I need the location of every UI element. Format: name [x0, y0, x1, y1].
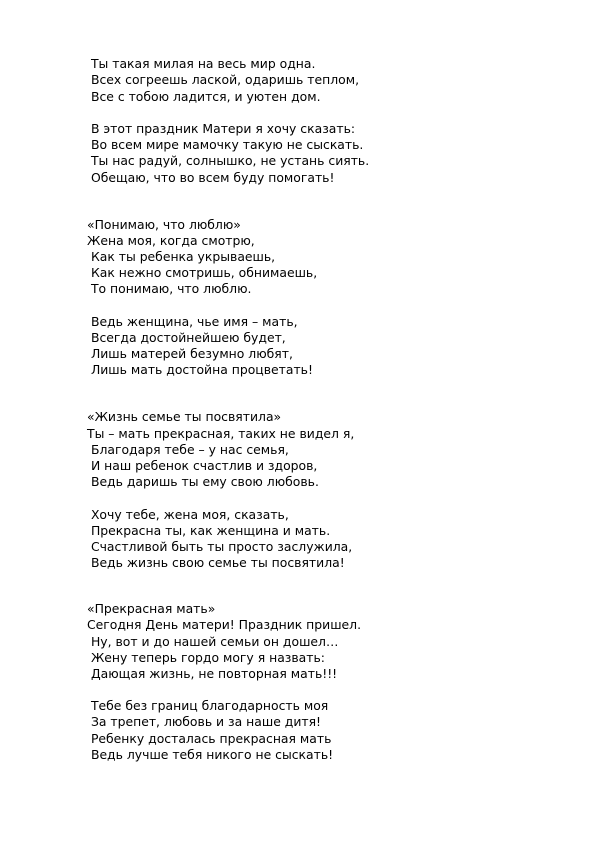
- poem-line: В этот праздник Матери я хочу сказать:: [87, 121, 356, 136]
- poem-line: Лишь матерей безумно любят,: [87, 346, 293, 361]
- poem-line: Ты нас радуй, солнышко, не устань сиять.: [87, 153, 370, 168]
- poem-line: Ведь женщина, чье имя – мать,: [87, 314, 298, 329]
- poem-line: То понимаю, что люблю.: [87, 281, 252, 296]
- poem-line: Всех согреешь лаской, одаришь теплом,: [87, 72, 360, 87]
- poem-line: Ведь даришь ты ему свою любовь.: [87, 474, 319, 489]
- poem-line: Лишь мать достойна процветать!: [87, 362, 313, 377]
- poem-line: Дающая жизнь, не повторная мать!!!: [87, 666, 338, 681]
- poem-line: Тебе без границ благодарность моя: [87, 698, 329, 713]
- poem-line: Ведь жизнь свою семье ты посвятила!: [87, 555, 345, 570]
- poem-line: Ну, вот и до нашей семьи он дошел…: [87, 634, 339, 649]
- poem-line: Прекрасна ты, как женщина и мать.: [87, 523, 331, 538]
- poem-title: «Понимаю, что люблю»: [87, 217, 241, 232]
- poem-line: Хочу тебе, жена моя, сказать,: [87, 507, 289, 522]
- poem-line: Всегда достойнейшею будет,: [87, 330, 286, 345]
- poem-line: Обещаю, что во всем буду помогать!: [87, 170, 335, 185]
- poem-line: Жену теперь гордо могу я назвать:: [87, 650, 325, 665]
- poem-title: «Жизнь семье ты посвятила»: [87, 409, 282, 424]
- poem-line: Ведь лучше тебя никого не сыскать!: [87, 747, 334, 762]
- poem-line: Ребенку досталась прекрасная мать: [87, 731, 332, 746]
- poem-line: За трепет, любовь и за наше дитя!: [87, 714, 322, 729]
- poem-line: Сегодня День матери! Праздник пришел.: [87, 617, 362, 632]
- poem-line: Благодаря тебе – у нас семья,: [87, 442, 289, 457]
- poem-title: «Прекрасная мать»: [87, 601, 216, 616]
- poem-line: Все с тобою ладится, и уютен дом.: [87, 89, 321, 104]
- poem-line: Жена моя, когда смотрю,: [87, 233, 255, 248]
- poem-line: Как нежно смотришь, обнимаешь,: [87, 265, 318, 280]
- poem-line: Во всем мире мамочку такую не сыскать.: [87, 137, 364, 152]
- poem-line: И наш ребенок счастлив и здоров,: [87, 458, 318, 473]
- poem-line: Как ты ребенка укрываешь,: [87, 249, 276, 264]
- poem-line: Счастливой быть ты просто заслужила,: [87, 539, 353, 554]
- poem-line: Ты такая милая на весь мир одна.: [87, 56, 316, 71]
- poem-line: Ты – мать прекрасная, таких не видел я,: [87, 426, 355, 441]
